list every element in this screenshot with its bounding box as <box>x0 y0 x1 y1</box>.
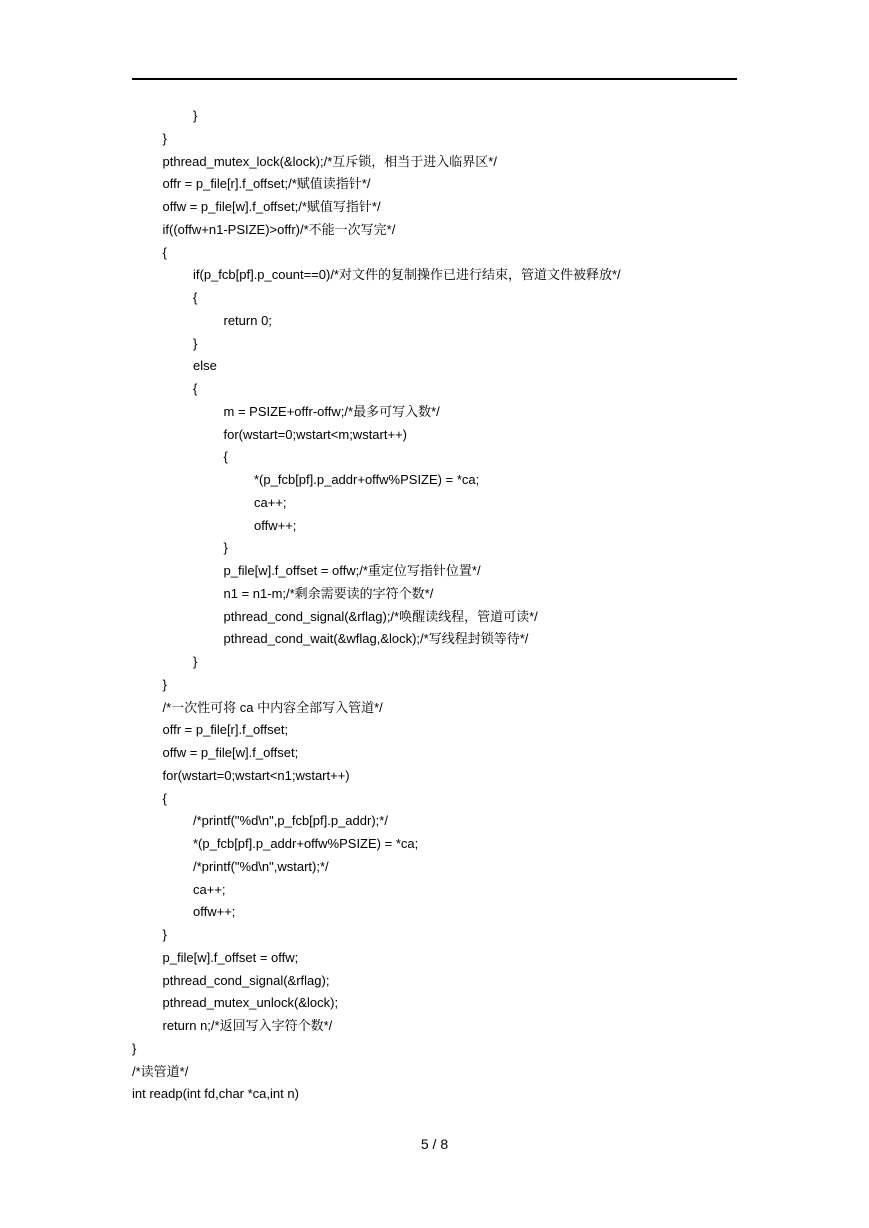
code-line: } <box>162 927 167 942</box>
code-line: offw = p_file[w].f_offset;/*赋值写指针*/ <box>162 199 381 214</box>
code-line: if(p_fcb[pf].p_count==0)/*对文件的复制操作已进行结束，管道文件被释放*/ <box>193 267 621 283</box>
code-listing <box>0 105 869 1106</box>
code-line: offw = p_file[w].f_offset; <box>162 745 299 760</box>
page-number: 5 / 8 <box>420 1136 449 1152</box>
code-line: offr = p_file[r].f_offset;/*赋值读指针*/ <box>162 176 371 192</box>
code-line: } <box>132 1040 137 1056</box>
code-line: pthread_cond_signal(&rflag);/*唤醒读线程，管道可读*/ <box>223 608 538 624</box>
code-line: { <box>223 449 228 465</box>
code-line: } <box>193 654 198 669</box>
code-line: return 0; <box>223 312 272 328</box>
code-line: pthread_mutex_unlock(&lock); <box>162 995 339 1011</box>
code-line: } <box>162 676 167 692</box>
code-line: { <box>162 244 167 260</box>
code-line: for(wstart=0;wstart<m;wstart++) <box>223 426 407 442</box>
code-line: m = PSIZE+offr-offw;/*最多可写入数*/ <box>223 403 440 419</box>
code-line: pthread_mutex_lock(&lock);/*互斥锁，相当于进入临界区*/ <box>162 153 497 169</box>
code-line: *(p_fcb[pf].p_addr+offw%PSIZE) = *ca; <box>254 472 480 487</box>
code-line: offr = p_file[r].f_offset; <box>162 722 289 738</box>
code-line: if((offw+n1-PSIZE)>offr)/*不能一次写完*/ <box>162 221 396 237</box>
code-line: { <box>193 290 198 305</box>
code-line: for(wstart=0;wstart<n1;wstart++) <box>162 767 350 783</box>
code-line: { <box>193 381 198 396</box>
code-line: } <box>223 540 228 556</box>
code-line: } <box>162 130 167 146</box>
code-line: ca++; <box>193 881 226 897</box>
code-line: offw++; <box>254 517 297 533</box>
code-line: return n;/*返回写入字符个数*/ <box>162 1018 333 1033</box>
code-line: p_file[w].f_offset = offw; <box>162 949 299 965</box>
code-line: ca++; <box>254 494 287 510</box>
code-line: } <box>193 335 198 351</box>
code-line: /*printf("%d\n",p_fcb[pf].p_addr);*/ <box>193 813 388 829</box>
code-line: offw++; <box>193 904 236 920</box>
code-line: p_file[w].f_offset = offw;/*重定位写指针位置*/ <box>223 563 481 578</box>
code-line: else <box>193 358 217 374</box>
code-line: n1 = n1-m;/*剩余需要读的字符个数*/ <box>223 585 434 601</box>
code-line: /*一次性可将 ca 中内容全部写入管道*/ <box>162 699 383 715</box>
code-line: pthread_cond_signal(&rflag); <box>162 972 330 988</box>
code-line: } <box>193 108 198 123</box>
code-line: /*读管道*/ <box>132 1063 189 1079</box>
header-rule <box>132 78 737 80</box>
code-line: int readp(int fd,char *ca,int n) <box>132 1086 299 1102</box>
code-line: pthread_cond_wait(&wflag,&lock);/*写线程封锁等待*/ <box>223 631 529 647</box>
code-line: /*printf("%d\n",wstart);*/ <box>193 858 329 874</box>
code-line: *(p_fcb[pf].p_addr+offw%PSIZE) = *ca; <box>193 836 419 851</box>
code-line: { <box>162 790 167 806</box>
